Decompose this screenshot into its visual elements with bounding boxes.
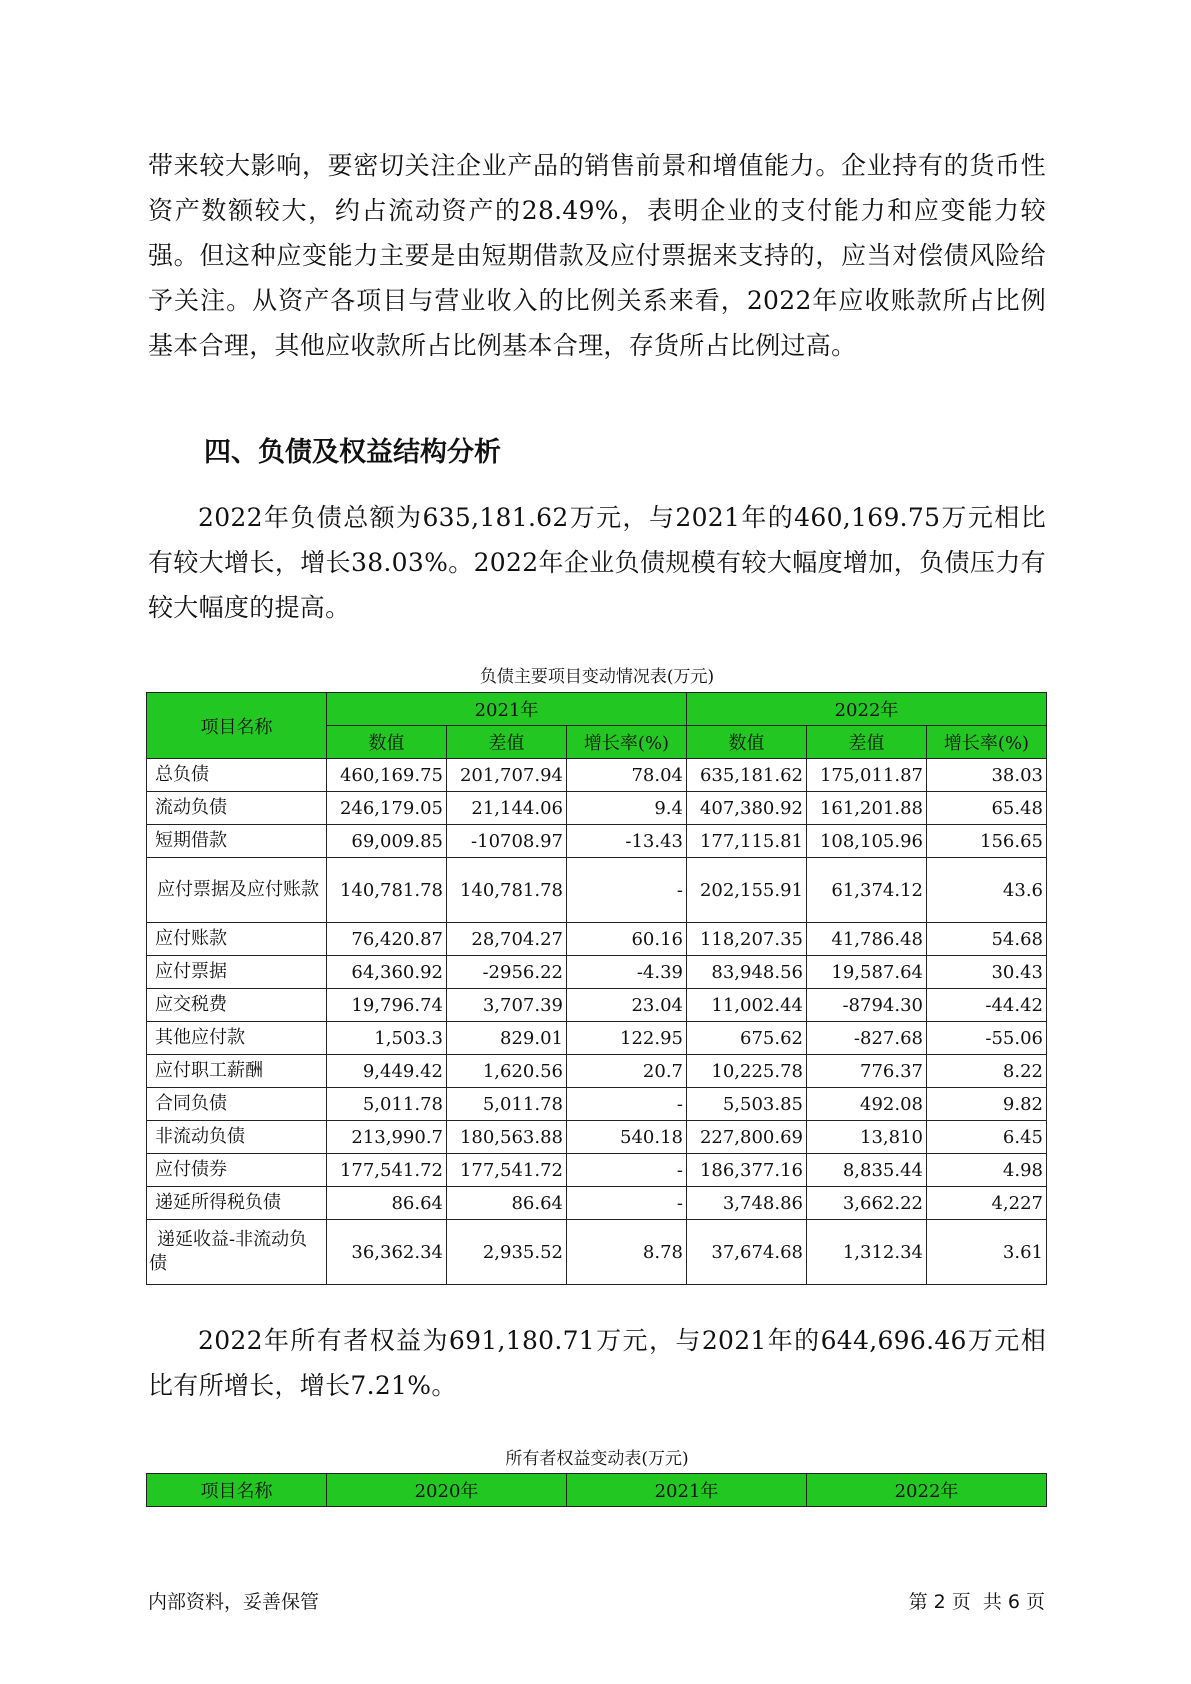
table-cell: 28,704.27	[447, 923, 567, 956]
table-cell: 213,990.7	[327, 1121, 447, 1154]
subheader-value: 数值	[327, 726, 447, 759]
table-cell: 829.01	[447, 1022, 567, 1055]
table-cell: 20.7	[567, 1055, 687, 1088]
subheader-growth: 增长率(%)	[567, 726, 687, 759]
row-item-name: 流动负债	[147, 792, 327, 825]
table-cell: 227,800.69	[687, 1121, 807, 1154]
table-cell: 492.08	[807, 1088, 927, 1121]
table-cell: 5,011.78	[327, 1088, 447, 1121]
paragraph-liability-summary: 2022年负债总额为635,181.62万元，与2021年的460,169.75万元相比有较大增长，增长38.03%。2022年企业负债规模有较大幅度增加，负债压力有较大幅度的提高。	[148, 503, 1046, 622]
table-cell: 69,009.85	[327, 825, 447, 858]
table-cell: 6.45	[927, 1121, 1047, 1154]
table-cell: -44.42	[927, 989, 1047, 1022]
table-cell: 460,169.75	[327, 759, 447, 792]
subheader-diff: 差值	[807, 726, 927, 759]
subheader-diff: 差值	[447, 726, 567, 759]
table-cell: 1,312.34	[807, 1220, 927, 1285]
table-cell: 10,225.78	[687, 1055, 807, 1088]
table-cell: 21,144.06	[447, 792, 567, 825]
table-cell: 86.64	[327, 1187, 447, 1220]
table-cell: 4,227	[927, 1187, 1047, 1220]
table-cell: 76,420.87	[327, 923, 447, 956]
table-cell: -55.06	[927, 1022, 1047, 1055]
table-cell: 23.04	[567, 989, 687, 1022]
paragraph-asset-analysis: 带来较大影响，要密切关注企业产品的销售前景和增值能力。企业持有的货币性资产数额较大，约占流动资产的28.49%，表明企业的支付能力和应变能力较强。但这种应变能力主要是由短期借款及应付票据来支持的，应当对偿债风险给予关注。从资产各项目与营业收入的比例关系来看，2022年应收账款所占比例基本合理，其他应收款所占比例基本合理，存货所占比例过高。	[148, 151, 1046, 360]
table-cell: 180,563.88	[447, 1121, 567, 1154]
table-cell: 3,662.22	[807, 1187, 927, 1220]
table-cell: 8.22	[927, 1055, 1047, 1088]
table-cell: 37,674.68	[687, 1220, 807, 1285]
table-cell: 11,002.44	[687, 989, 807, 1022]
table-cell: 41,786.48	[807, 923, 927, 956]
table-cell: -	[567, 858, 687, 923]
table-cell: 86.64	[447, 1187, 567, 1220]
table-cell: 202,155.91	[687, 858, 807, 923]
row-item-name: 应付账款	[147, 923, 327, 956]
row-item-name: 应付职工薪酬	[147, 1055, 327, 1088]
table-cell: 64,360.92	[327, 956, 447, 989]
table-cell: 43.6	[927, 858, 1047, 923]
table-cell: 65.48	[927, 792, 1047, 825]
table-cell: 186,377.16	[687, 1154, 807, 1187]
row-item-name: 递延收益-非流动负债	[147, 1220, 327, 1285]
row-item-name: 非流动负债	[147, 1121, 327, 1154]
table-row	[147, 1121, 1047, 1154]
table-cell: -10708.97	[447, 825, 567, 858]
liability-table-caption: 负债主要项目变动情况表(万元)	[479, 667, 715, 687]
equity-header-2022: 2022年	[807, 1474, 1047, 1507]
table-cell: 3,707.39	[447, 989, 567, 1022]
footer-page-number: 第 2 页 共 6 页	[908, 1591, 1045, 1613]
table-cell: -	[567, 1187, 687, 1220]
table-cell: 246,179.05	[327, 792, 447, 825]
row-item-name: 递延所得税负债	[147, 1187, 327, 1220]
table-cell: 407,380.92	[687, 792, 807, 825]
table-cell: -	[567, 1154, 687, 1187]
table-row	[147, 1055, 1047, 1088]
table-cell: 140,781.78	[327, 858, 447, 923]
table-cell: 161,201.88	[807, 792, 927, 825]
table-row	[147, 956, 1047, 989]
table-cell: 9,449.42	[327, 1055, 447, 1088]
row-item-name: 总负债	[147, 759, 327, 792]
table-cell: -13.43	[567, 825, 687, 858]
table-row	[147, 825, 1047, 858]
table-cell: 1,620.56	[447, 1055, 567, 1088]
row-item-name: 短期借款	[147, 825, 327, 858]
table-cell: 175,011.87	[807, 759, 927, 792]
table-cell: -	[567, 1088, 687, 1121]
table-cell: 540.18	[567, 1121, 687, 1154]
table-cell: 140,781.78	[447, 858, 567, 923]
table-cell: 30.43	[927, 956, 1047, 989]
table-cell: 177,115.81	[687, 825, 807, 858]
table-cell: 2,935.52	[447, 1220, 567, 1285]
table-row	[147, 792, 1047, 825]
footer-confidential-note: 内部资料，妥善保管	[148, 1591, 320, 1613]
table-cell: 156.65	[927, 825, 1047, 858]
table-cell: 5,503.85	[687, 1088, 807, 1121]
table-row	[147, 989, 1047, 1022]
table-cell: 9.82	[927, 1088, 1047, 1121]
liability-table	[146, 692, 1047, 1285]
equity-header-2020: 2020年	[327, 1474, 567, 1507]
paragraph-equity-summary: 2022年所有者权益为691,180.71万元，与2021年的644,696.46万元相比有所增长，增长7.21%。	[148, 1326, 1046, 1400]
equity-table	[146, 1473, 1047, 1507]
row-item-name: 应交税费	[147, 989, 327, 1022]
table-cell: 8,835.44	[807, 1154, 927, 1187]
subheader-value: 数值	[687, 726, 807, 759]
table-cell: 38.03	[927, 759, 1047, 792]
table-cell: -4.39	[567, 956, 687, 989]
table-cell: 675.62	[687, 1022, 807, 1055]
equity-header-item-name: 项目名称	[147, 1474, 327, 1507]
table-cell: 8.78	[567, 1220, 687, 1285]
table-cell: 54.68	[927, 923, 1047, 956]
table-row	[147, 1088, 1047, 1121]
table-cell: 776.37	[807, 1055, 927, 1088]
row-item-name: 应付债券	[147, 1154, 327, 1187]
table-row	[147, 923, 1047, 956]
table-row	[147, 1154, 1047, 1187]
table-cell: 122.95	[567, 1022, 687, 1055]
equity-header-2021: 2021年	[567, 1474, 807, 1507]
table-cell: 177,541.72	[327, 1154, 447, 1187]
table-cell: 13,810	[807, 1121, 927, 1154]
table-cell: 635,181.62	[687, 759, 807, 792]
row-item-name: 合同负债	[147, 1088, 327, 1121]
equity-table-caption: 所有者权益变动表(万元)	[505, 1449, 689, 1469]
table-cell: 118,207.35	[687, 923, 807, 956]
table-cell: 61,374.12	[807, 858, 927, 923]
table-cell: 19,796.74	[327, 989, 447, 1022]
table-cell: 4.98	[927, 1154, 1047, 1187]
table-row	[147, 1022, 1047, 1055]
table-cell: 177,541.72	[447, 1154, 567, 1187]
table-cell: 78.04	[567, 759, 687, 792]
table-cell: 83,948.56	[687, 956, 807, 989]
table-row	[147, 858, 1047, 923]
table-row	[147, 1220, 1047, 1285]
table-cell: 201,707.94	[447, 759, 567, 792]
table-cell: 9.4	[567, 792, 687, 825]
table-cell: -827.68	[807, 1022, 927, 1055]
table-cell: 108,105.96	[807, 825, 927, 858]
header-year-2021: 2021年	[327, 693, 687, 726]
subheader-growth: 增长率(%)	[927, 726, 1047, 759]
table-cell: 19,587.64	[807, 956, 927, 989]
table-cell: 3.61	[927, 1220, 1047, 1285]
table-cell: 3,748.86	[687, 1187, 807, 1220]
table-row	[147, 1187, 1047, 1220]
header-item-name: 项目名称	[147, 693, 327, 759]
table-row	[147, 759, 1047, 792]
row-item-name: 其他应付款	[147, 1022, 327, 1055]
section-heading: 四、负债及权益结构分析	[204, 437, 501, 468]
row-item-name: 应付票据及应付账款	[147, 858, 327, 923]
header-year-2022: 2022年	[687, 693, 1047, 726]
table-cell: -8794.30	[807, 989, 927, 1022]
row-item-name: 应付票据	[147, 956, 327, 989]
table-cell: -2956.22	[447, 956, 567, 989]
table-cell: 5,011.78	[447, 1088, 567, 1121]
table-cell: 60.16	[567, 923, 687, 956]
table-cell: 1,503.3	[327, 1022, 447, 1055]
table-cell: 36,362.34	[327, 1220, 447, 1285]
